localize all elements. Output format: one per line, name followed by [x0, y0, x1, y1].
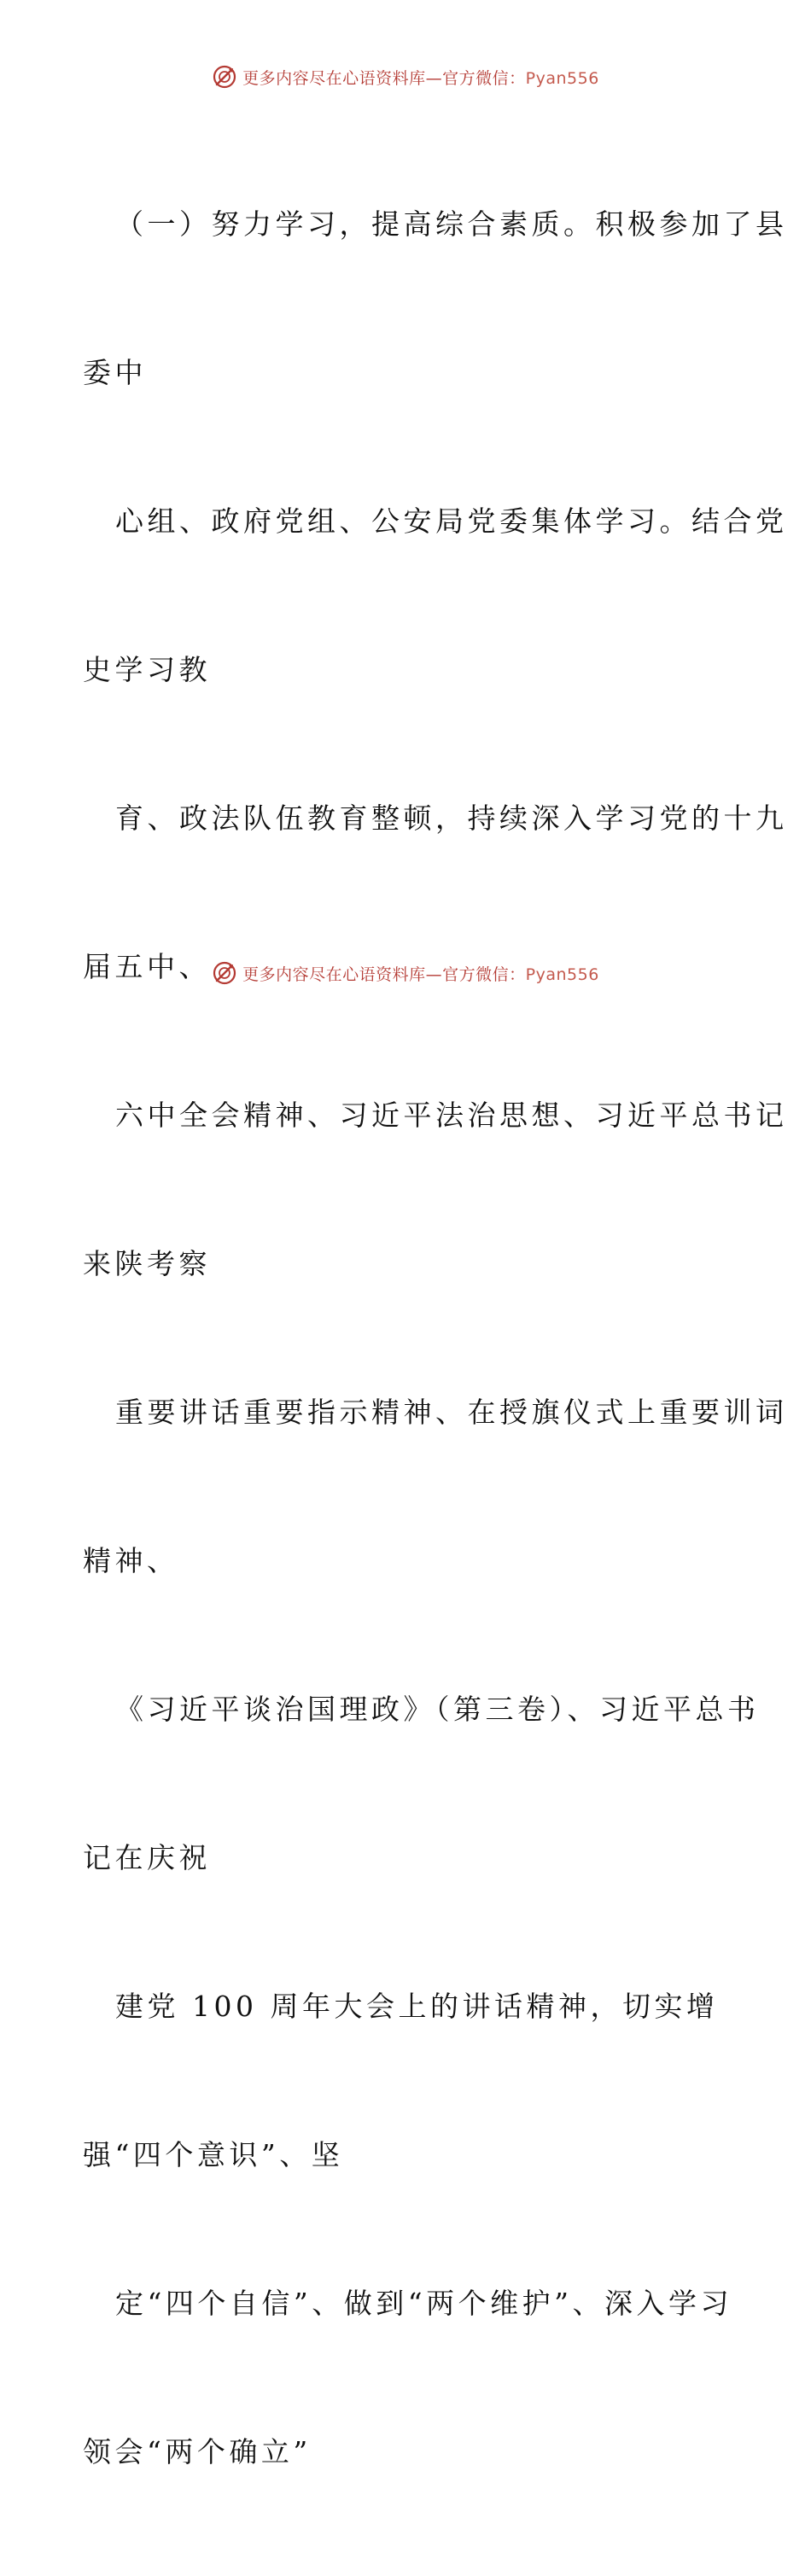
text-line: 重要讲话重要指示精神、在授旗仪式上重要训词 [115, 1396, 788, 1429]
logo-icon [212, 64, 237, 90]
header-banner-wechat: Pyan556 [525, 68, 599, 88]
text-line: 《习近平谈治国理政》（第三卷）、习近平总书 [115, 1693, 760, 1726]
footer-banner-wechat: Pyan556 [525, 965, 599, 984]
text-line: 委中 [83, 356, 147, 389]
text-line: 强“四个意识”、坚 [83, 2138, 344, 2171]
header-banner-text [242, 66, 599, 89]
text-line: 记在庆祝 [83, 1841, 211, 1874]
footer-banner [0, 956, 811, 990]
text-line: 定“四个自信”、做到“两个维护”、深入学习 [115, 2287, 732, 2320]
text-line: 届五中、 [83, 950, 211, 983]
text-line: 来陕考察 [83, 1247, 211, 1280]
paragraph [83, 101, 788, 2576]
text-line: 建党 100 周年大会上的讲话精神，切实增 [115, 1990, 719, 2023]
logo-icon [212, 960, 237, 986]
header-banner-label: 更多内容尽在心语资料库—官方微信： [242, 68, 526, 88]
text-line: 精神、 [83, 1544, 179, 1577]
footer-banner-label: 更多内容尽在心语资料库—官方微信： [242, 965, 526, 984]
footer-banner-text [242, 962, 599, 985]
text-line: 心组、政府党组、公安局党委集体学习。结合党 [115, 504, 788, 538]
text-line: 史学习教 [83, 653, 211, 686]
header-banner [0, 60, 811, 94]
document-body [83, 101, 788, 2576]
text-line: 育、政法队伍教育整顿，持续深入学习党的十九 [115, 801, 788, 835]
text-line: 六中全会精神、习近平法治思想、习近平总书记 [115, 1099, 788, 1132]
text-line: （一）努力学习，提高综合素质。积极参加了县 [115, 207, 788, 241]
text-line: 领会“两个确立” [83, 2435, 312, 2468]
